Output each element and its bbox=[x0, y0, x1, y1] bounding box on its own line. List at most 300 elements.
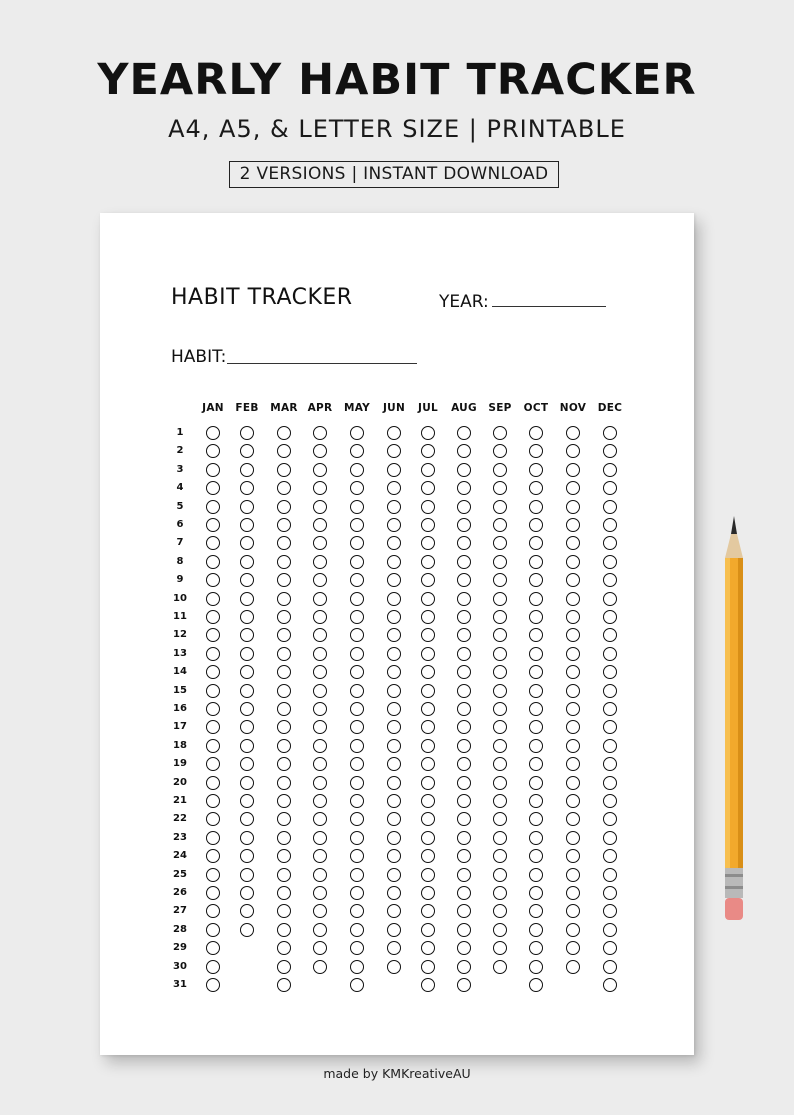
day-checkbox-circle[interactable] bbox=[277, 592, 291, 606]
day-checkbox-circle[interactable] bbox=[206, 665, 220, 679]
day-checkbox-circle[interactable] bbox=[566, 426, 580, 440]
day-checkbox-circle[interactable] bbox=[313, 739, 327, 753]
day-checkbox-circle[interactable] bbox=[240, 702, 254, 716]
day-checkbox-circle[interactable] bbox=[387, 720, 401, 734]
day-checkbox-circle[interactable] bbox=[603, 684, 617, 698]
day-checkbox-circle[interactable] bbox=[387, 794, 401, 808]
day-checkbox-circle[interactable] bbox=[313, 960, 327, 974]
day-checkbox-circle[interactable] bbox=[206, 739, 220, 753]
day-checkbox-circle[interactable] bbox=[206, 886, 220, 900]
day-checkbox-circle[interactable] bbox=[206, 426, 220, 440]
day-checkbox-circle[interactable] bbox=[603, 960, 617, 974]
day-checkbox-circle[interactable] bbox=[206, 481, 220, 495]
day-checkbox-circle[interactable] bbox=[603, 628, 617, 642]
day-checkbox-circle[interactable] bbox=[493, 904, 507, 918]
day-checkbox-circle[interactable] bbox=[387, 536, 401, 550]
day-checkbox-circle[interactable] bbox=[277, 610, 291, 624]
day-checkbox-circle[interactable] bbox=[421, 831, 435, 845]
day-checkbox-circle[interactable] bbox=[603, 426, 617, 440]
day-checkbox-circle[interactable] bbox=[240, 518, 254, 532]
day-checkbox-circle[interactable] bbox=[493, 960, 507, 974]
day-checkbox-circle[interactable] bbox=[529, 702, 543, 716]
day-checkbox-circle[interactable] bbox=[387, 849, 401, 863]
day-checkbox-circle[interactable] bbox=[206, 831, 220, 845]
day-checkbox-circle[interactable] bbox=[387, 518, 401, 532]
day-checkbox-circle[interactable] bbox=[603, 868, 617, 882]
day-checkbox-circle[interactable] bbox=[206, 794, 220, 808]
day-checkbox-circle[interactable] bbox=[387, 868, 401, 882]
day-checkbox-circle[interactable] bbox=[457, 555, 471, 569]
day-checkbox-circle[interactable] bbox=[277, 536, 291, 550]
day-checkbox-circle[interactable] bbox=[493, 739, 507, 753]
day-checkbox-circle[interactable] bbox=[206, 647, 220, 661]
day-checkbox-circle[interactable] bbox=[566, 684, 580, 698]
day-checkbox-circle[interactable] bbox=[457, 831, 471, 845]
day-checkbox-circle[interactable] bbox=[240, 904, 254, 918]
day-checkbox-circle[interactable] bbox=[240, 592, 254, 606]
day-checkbox-circle[interactable] bbox=[603, 831, 617, 845]
day-checkbox-circle[interactable] bbox=[566, 555, 580, 569]
day-checkbox-circle[interactable] bbox=[277, 739, 291, 753]
day-checkbox-circle[interactable] bbox=[493, 720, 507, 734]
day-checkbox-circle[interactable] bbox=[206, 941, 220, 955]
day-checkbox-circle[interactable] bbox=[566, 794, 580, 808]
day-checkbox-circle[interactable] bbox=[350, 444, 364, 458]
day-checkbox-circle[interactable] bbox=[421, 794, 435, 808]
day-checkbox-circle[interactable] bbox=[240, 426, 254, 440]
day-checkbox-circle[interactable] bbox=[529, 426, 543, 440]
day-checkbox-circle[interactable] bbox=[350, 794, 364, 808]
day-checkbox-circle[interactable] bbox=[457, 610, 471, 624]
day-checkbox-circle[interactable] bbox=[277, 831, 291, 845]
day-checkbox-circle[interactable] bbox=[240, 868, 254, 882]
day-checkbox-circle[interactable] bbox=[350, 573, 364, 587]
day-checkbox-circle[interactable] bbox=[603, 720, 617, 734]
day-checkbox-circle[interactable] bbox=[240, 481, 254, 495]
day-checkbox-circle[interactable] bbox=[240, 684, 254, 698]
day-checkbox-circle[interactable] bbox=[313, 794, 327, 808]
day-checkbox-circle[interactable] bbox=[493, 757, 507, 771]
day-checkbox-circle[interactable] bbox=[387, 555, 401, 569]
day-checkbox-circle[interactable] bbox=[421, 720, 435, 734]
day-checkbox-circle[interactable] bbox=[493, 647, 507, 661]
day-checkbox-circle[interactable] bbox=[387, 592, 401, 606]
day-checkbox-circle[interactable] bbox=[313, 941, 327, 955]
day-checkbox-circle[interactable] bbox=[277, 573, 291, 587]
day-checkbox-circle[interactable] bbox=[240, 500, 254, 514]
day-checkbox-circle[interactable] bbox=[350, 776, 364, 790]
day-checkbox-circle[interactable] bbox=[529, 794, 543, 808]
day-checkbox-circle[interactable] bbox=[421, 941, 435, 955]
day-checkbox-circle[interactable] bbox=[603, 702, 617, 716]
day-checkbox-circle[interactable] bbox=[313, 849, 327, 863]
day-checkbox-circle[interactable] bbox=[493, 794, 507, 808]
day-checkbox-circle[interactable] bbox=[493, 849, 507, 863]
day-checkbox-circle[interactable] bbox=[277, 684, 291, 698]
day-checkbox-circle[interactable] bbox=[529, 592, 543, 606]
day-checkbox-circle[interactable] bbox=[493, 481, 507, 495]
day-checkbox-circle[interactable] bbox=[566, 941, 580, 955]
day-checkbox-circle[interactable] bbox=[277, 960, 291, 974]
day-checkbox-circle[interactable] bbox=[350, 757, 364, 771]
day-checkbox-circle[interactable] bbox=[421, 647, 435, 661]
day-checkbox-circle[interactable] bbox=[457, 463, 471, 477]
day-checkbox-circle[interactable] bbox=[206, 960, 220, 974]
day-checkbox-circle[interactable] bbox=[603, 573, 617, 587]
day-checkbox-circle[interactable] bbox=[421, 849, 435, 863]
day-checkbox-circle[interactable] bbox=[313, 904, 327, 918]
day-checkbox-circle[interactable] bbox=[529, 500, 543, 514]
day-checkbox-circle[interactable] bbox=[277, 978, 291, 992]
day-checkbox-circle[interactable] bbox=[529, 518, 543, 532]
day-checkbox-circle[interactable] bbox=[603, 849, 617, 863]
day-checkbox-circle[interactable] bbox=[240, 923, 254, 937]
day-checkbox-circle[interactable] bbox=[350, 904, 364, 918]
day-checkbox-circle[interactable] bbox=[387, 739, 401, 753]
day-checkbox-circle[interactable] bbox=[387, 463, 401, 477]
day-checkbox-circle[interactable] bbox=[277, 720, 291, 734]
day-checkbox-circle[interactable] bbox=[206, 849, 220, 863]
day-checkbox-circle[interactable] bbox=[457, 739, 471, 753]
day-checkbox-circle[interactable] bbox=[277, 941, 291, 955]
day-checkbox-circle[interactable] bbox=[603, 904, 617, 918]
day-checkbox-circle[interactable] bbox=[529, 610, 543, 624]
day-checkbox-circle[interactable] bbox=[206, 684, 220, 698]
day-checkbox-circle[interactable] bbox=[603, 978, 617, 992]
day-checkbox-circle[interactable] bbox=[457, 776, 471, 790]
day-checkbox-circle[interactable] bbox=[206, 555, 220, 569]
day-checkbox-circle[interactable] bbox=[277, 702, 291, 716]
day-checkbox-circle[interactable] bbox=[421, 665, 435, 679]
day-checkbox-circle[interactable] bbox=[277, 776, 291, 790]
day-checkbox-circle[interactable] bbox=[457, 904, 471, 918]
day-checkbox-circle[interactable] bbox=[566, 592, 580, 606]
day-checkbox-circle[interactable] bbox=[529, 886, 543, 900]
day-checkbox-circle[interactable] bbox=[206, 536, 220, 550]
day-checkbox-circle[interactable] bbox=[206, 702, 220, 716]
day-checkbox-circle[interactable] bbox=[529, 776, 543, 790]
day-checkbox-circle[interactable] bbox=[566, 720, 580, 734]
day-checkbox-circle[interactable] bbox=[206, 628, 220, 642]
day-checkbox-circle[interactable] bbox=[313, 610, 327, 624]
day-checkbox-circle[interactable] bbox=[421, 960, 435, 974]
day-checkbox-circle[interactable] bbox=[313, 555, 327, 569]
day-checkbox-circle[interactable] bbox=[421, 426, 435, 440]
day-checkbox-circle[interactable] bbox=[421, 812, 435, 826]
day-checkbox-circle[interactable] bbox=[566, 647, 580, 661]
day-checkbox-circle[interactable] bbox=[387, 647, 401, 661]
day-checkbox-circle[interactable] bbox=[313, 463, 327, 477]
day-checkbox-circle[interactable] bbox=[387, 665, 401, 679]
day-checkbox-circle[interactable] bbox=[566, 665, 580, 679]
day-checkbox-circle[interactable] bbox=[240, 647, 254, 661]
day-checkbox-circle[interactable] bbox=[457, 518, 471, 532]
day-checkbox-circle[interactable] bbox=[277, 812, 291, 826]
day-checkbox-circle[interactable] bbox=[421, 628, 435, 642]
day-checkbox-circle[interactable] bbox=[566, 886, 580, 900]
day-checkbox-circle[interactable] bbox=[387, 886, 401, 900]
day-checkbox-circle[interactable] bbox=[277, 849, 291, 863]
day-checkbox-circle[interactable] bbox=[566, 849, 580, 863]
day-checkbox-circle[interactable] bbox=[350, 665, 364, 679]
day-checkbox-circle[interactable] bbox=[566, 776, 580, 790]
day-checkbox-circle[interactable] bbox=[493, 592, 507, 606]
day-checkbox-circle[interactable] bbox=[277, 647, 291, 661]
day-checkbox-circle[interactable] bbox=[313, 886, 327, 900]
day-checkbox-circle[interactable] bbox=[277, 794, 291, 808]
day-checkbox-circle[interactable] bbox=[493, 426, 507, 440]
day-checkbox-circle[interactable] bbox=[206, 757, 220, 771]
day-checkbox-circle[interactable] bbox=[240, 757, 254, 771]
day-checkbox-circle[interactable] bbox=[603, 463, 617, 477]
day-checkbox-circle[interactable] bbox=[493, 665, 507, 679]
day-checkbox-circle[interactable] bbox=[493, 444, 507, 458]
day-checkbox-circle[interactable] bbox=[206, 720, 220, 734]
day-checkbox-circle[interactable] bbox=[277, 904, 291, 918]
day-checkbox-circle[interactable] bbox=[277, 757, 291, 771]
day-checkbox-circle[interactable] bbox=[603, 592, 617, 606]
day-checkbox-circle[interactable] bbox=[457, 868, 471, 882]
day-checkbox-circle[interactable] bbox=[206, 573, 220, 587]
day-checkbox-circle[interactable] bbox=[421, 610, 435, 624]
day-checkbox-circle[interactable] bbox=[387, 702, 401, 716]
day-checkbox-circle[interactable] bbox=[350, 592, 364, 606]
day-checkbox-circle[interactable] bbox=[529, 849, 543, 863]
day-checkbox-circle[interactable] bbox=[277, 463, 291, 477]
day-checkbox-circle[interactable] bbox=[529, 739, 543, 753]
day-checkbox-circle[interactable] bbox=[566, 739, 580, 753]
day-checkbox-circle[interactable] bbox=[387, 941, 401, 955]
day-checkbox-circle[interactable] bbox=[350, 739, 364, 753]
day-checkbox-circle[interactable] bbox=[350, 720, 364, 734]
day-checkbox-circle[interactable] bbox=[603, 757, 617, 771]
day-checkbox-circle[interactable] bbox=[529, 463, 543, 477]
day-checkbox-circle[interactable] bbox=[421, 500, 435, 514]
day-checkbox-circle[interactable] bbox=[313, 776, 327, 790]
day-checkbox-circle[interactable] bbox=[421, 592, 435, 606]
day-checkbox-circle[interactable] bbox=[603, 610, 617, 624]
day-checkbox-circle[interactable] bbox=[350, 923, 364, 937]
day-checkbox-circle[interactable] bbox=[603, 647, 617, 661]
day-checkbox-circle[interactable] bbox=[457, 500, 471, 514]
day-checkbox-circle[interactable] bbox=[529, 444, 543, 458]
day-checkbox-circle[interactable] bbox=[529, 647, 543, 661]
day-checkbox-circle[interactable] bbox=[421, 481, 435, 495]
day-checkbox-circle[interactable] bbox=[529, 757, 543, 771]
day-checkbox-circle[interactable] bbox=[566, 757, 580, 771]
day-checkbox-circle[interactable] bbox=[457, 794, 471, 808]
day-checkbox-circle[interactable] bbox=[313, 720, 327, 734]
day-checkbox-circle[interactable] bbox=[206, 776, 220, 790]
day-checkbox-circle[interactable] bbox=[421, 463, 435, 477]
day-checkbox-circle[interactable] bbox=[240, 463, 254, 477]
day-checkbox-circle[interactable] bbox=[457, 720, 471, 734]
day-checkbox-circle[interactable] bbox=[313, 831, 327, 845]
day-checkbox-circle[interactable] bbox=[529, 812, 543, 826]
day-checkbox-circle[interactable] bbox=[493, 886, 507, 900]
day-checkbox-circle[interactable] bbox=[493, 536, 507, 550]
day-checkbox-circle[interactable] bbox=[387, 610, 401, 624]
day-checkbox-circle[interactable] bbox=[566, 812, 580, 826]
day-checkbox-circle[interactable] bbox=[493, 831, 507, 845]
day-checkbox-circle[interactable] bbox=[603, 794, 617, 808]
day-checkbox-circle[interactable] bbox=[387, 831, 401, 845]
day-checkbox-circle[interactable] bbox=[457, 665, 471, 679]
day-checkbox-circle[interactable] bbox=[457, 536, 471, 550]
day-checkbox-circle[interactable] bbox=[421, 868, 435, 882]
day-checkbox-circle[interactable] bbox=[206, 978, 220, 992]
day-checkbox-circle[interactable] bbox=[277, 518, 291, 532]
day-checkbox-circle[interactable] bbox=[457, 426, 471, 440]
day-checkbox-circle[interactable] bbox=[206, 444, 220, 458]
day-checkbox-circle[interactable] bbox=[566, 610, 580, 624]
day-checkbox-circle[interactable] bbox=[387, 757, 401, 771]
day-checkbox-circle[interactable] bbox=[350, 500, 364, 514]
day-checkbox-circle[interactable] bbox=[277, 444, 291, 458]
day-checkbox-circle[interactable] bbox=[421, 904, 435, 918]
day-checkbox-circle[interactable] bbox=[603, 536, 617, 550]
day-checkbox-circle[interactable] bbox=[566, 904, 580, 918]
day-checkbox-circle[interactable] bbox=[313, 573, 327, 587]
day-checkbox-circle[interactable] bbox=[277, 426, 291, 440]
day-checkbox-circle[interactable] bbox=[421, 573, 435, 587]
day-checkbox-circle[interactable] bbox=[529, 536, 543, 550]
day-checkbox-circle[interactable] bbox=[350, 812, 364, 826]
day-checkbox-circle[interactable] bbox=[350, 684, 364, 698]
day-checkbox-circle[interactable] bbox=[387, 628, 401, 642]
day-checkbox-circle[interactable] bbox=[313, 444, 327, 458]
day-checkbox-circle[interactable] bbox=[603, 923, 617, 937]
day-checkbox-circle[interactable] bbox=[529, 831, 543, 845]
day-checkbox-circle[interactable] bbox=[240, 849, 254, 863]
day-checkbox-circle[interactable] bbox=[240, 610, 254, 624]
day-checkbox-circle[interactable] bbox=[313, 647, 327, 661]
day-checkbox-circle[interactable] bbox=[493, 702, 507, 716]
day-checkbox-circle[interactable] bbox=[566, 500, 580, 514]
day-checkbox-circle[interactable] bbox=[313, 812, 327, 826]
day-checkbox-circle[interactable] bbox=[350, 481, 364, 495]
day-checkbox-circle[interactable] bbox=[313, 592, 327, 606]
day-checkbox-circle[interactable] bbox=[566, 831, 580, 845]
day-checkbox-circle[interactable] bbox=[603, 665, 617, 679]
day-checkbox-circle[interactable] bbox=[421, 536, 435, 550]
day-checkbox-circle[interactable] bbox=[277, 481, 291, 495]
day-checkbox-circle[interactable] bbox=[350, 610, 364, 624]
day-checkbox-circle[interactable] bbox=[566, 702, 580, 716]
day-checkbox-circle[interactable] bbox=[313, 500, 327, 514]
day-checkbox-circle[interactable] bbox=[350, 831, 364, 845]
day-checkbox-circle[interactable] bbox=[529, 573, 543, 587]
day-checkbox-circle[interactable] bbox=[457, 573, 471, 587]
day-checkbox-circle[interactable] bbox=[350, 628, 364, 642]
day-checkbox-circle[interactable] bbox=[493, 868, 507, 882]
day-checkbox-circle[interactable] bbox=[206, 904, 220, 918]
day-checkbox-circle[interactable] bbox=[313, 665, 327, 679]
day-checkbox-circle[interactable] bbox=[566, 868, 580, 882]
day-checkbox-circle[interactable] bbox=[350, 555, 364, 569]
day-checkbox-circle[interactable] bbox=[240, 573, 254, 587]
day-checkbox-circle[interactable] bbox=[493, 941, 507, 955]
day-checkbox-circle[interactable] bbox=[387, 684, 401, 698]
day-checkbox-circle[interactable] bbox=[277, 923, 291, 937]
day-checkbox-circle[interactable] bbox=[387, 573, 401, 587]
day-checkbox-circle[interactable] bbox=[240, 720, 254, 734]
day-checkbox-circle[interactable] bbox=[206, 923, 220, 937]
day-checkbox-circle[interactable] bbox=[457, 923, 471, 937]
day-checkbox-circle[interactable] bbox=[350, 702, 364, 716]
day-checkbox-circle[interactable] bbox=[457, 812, 471, 826]
day-checkbox-circle[interactable] bbox=[350, 886, 364, 900]
day-checkbox-circle[interactable] bbox=[566, 463, 580, 477]
day-checkbox-circle[interactable] bbox=[457, 628, 471, 642]
day-checkbox-circle[interactable] bbox=[387, 481, 401, 495]
day-checkbox-circle[interactable] bbox=[350, 536, 364, 550]
day-checkbox-circle[interactable] bbox=[240, 831, 254, 845]
day-checkbox-circle[interactable] bbox=[387, 923, 401, 937]
day-checkbox-circle[interactable] bbox=[603, 776, 617, 790]
day-checkbox-circle[interactable] bbox=[529, 720, 543, 734]
day-checkbox-circle[interactable] bbox=[350, 849, 364, 863]
day-checkbox-circle[interactable] bbox=[240, 555, 254, 569]
day-checkbox-circle[interactable] bbox=[493, 518, 507, 532]
day-checkbox-circle[interactable] bbox=[421, 978, 435, 992]
day-checkbox-circle[interactable] bbox=[421, 739, 435, 753]
day-checkbox-circle[interactable] bbox=[603, 941, 617, 955]
day-checkbox-circle[interactable] bbox=[566, 923, 580, 937]
day-checkbox-circle[interactable] bbox=[457, 941, 471, 955]
day-checkbox-circle[interactable] bbox=[529, 684, 543, 698]
day-checkbox-circle[interactable] bbox=[387, 500, 401, 514]
day-checkbox-circle[interactable] bbox=[277, 628, 291, 642]
day-checkbox-circle[interactable] bbox=[277, 500, 291, 514]
day-checkbox-circle[interactable] bbox=[421, 923, 435, 937]
day-checkbox-circle[interactable] bbox=[493, 573, 507, 587]
day-checkbox-circle[interactable] bbox=[206, 500, 220, 514]
day-checkbox-circle[interactable] bbox=[529, 960, 543, 974]
day-checkbox-circle[interactable] bbox=[566, 960, 580, 974]
day-checkbox-circle[interactable] bbox=[457, 757, 471, 771]
day-checkbox-circle[interactable] bbox=[421, 776, 435, 790]
day-checkbox-circle[interactable] bbox=[206, 518, 220, 532]
day-checkbox-circle[interactable] bbox=[387, 960, 401, 974]
day-checkbox-circle[interactable] bbox=[603, 444, 617, 458]
day-checkbox-circle[interactable] bbox=[350, 647, 364, 661]
day-checkbox-circle[interactable] bbox=[493, 500, 507, 514]
day-checkbox-circle[interactable] bbox=[240, 794, 254, 808]
day-checkbox-circle[interactable] bbox=[277, 868, 291, 882]
day-checkbox-circle[interactable] bbox=[603, 518, 617, 532]
day-checkbox-circle[interactable] bbox=[603, 812, 617, 826]
day-checkbox-circle[interactable] bbox=[603, 555, 617, 569]
day-checkbox-circle[interactable] bbox=[603, 500, 617, 514]
day-checkbox-circle[interactable] bbox=[313, 481, 327, 495]
day-checkbox-circle[interactable] bbox=[277, 665, 291, 679]
day-checkbox-circle[interactable] bbox=[206, 868, 220, 882]
day-checkbox-circle[interactable] bbox=[313, 536, 327, 550]
day-checkbox-circle[interactable] bbox=[421, 757, 435, 771]
day-checkbox-circle[interactable] bbox=[350, 941, 364, 955]
day-checkbox-circle[interactable] bbox=[493, 463, 507, 477]
day-checkbox-circle[interactable] bbox=[350, 960, 364, 974]
day-checkbox-circle[interactable] bbox=[493, 555, 507, 569]
day-checkbox-circle[interactable] bbox=[387, 426, 401, 440]
day-checkbox-circle[interactable] bbox=[493, 776, 507, 790]
day-checkbox-circle[interactable] bbox=[457, 886, 471, 900]
day-checkbox-circle[interactable] bbox=[240, 812, 254, 826]
day-checkbox-circle[interactable] bbox=[313, 923, 327, 937]
day-checkbox-circle[interactable] bbox=[529, 941, 543, 955]
day-checkbox-circle[interactable] bbox=[240, 776, 254, 790]
